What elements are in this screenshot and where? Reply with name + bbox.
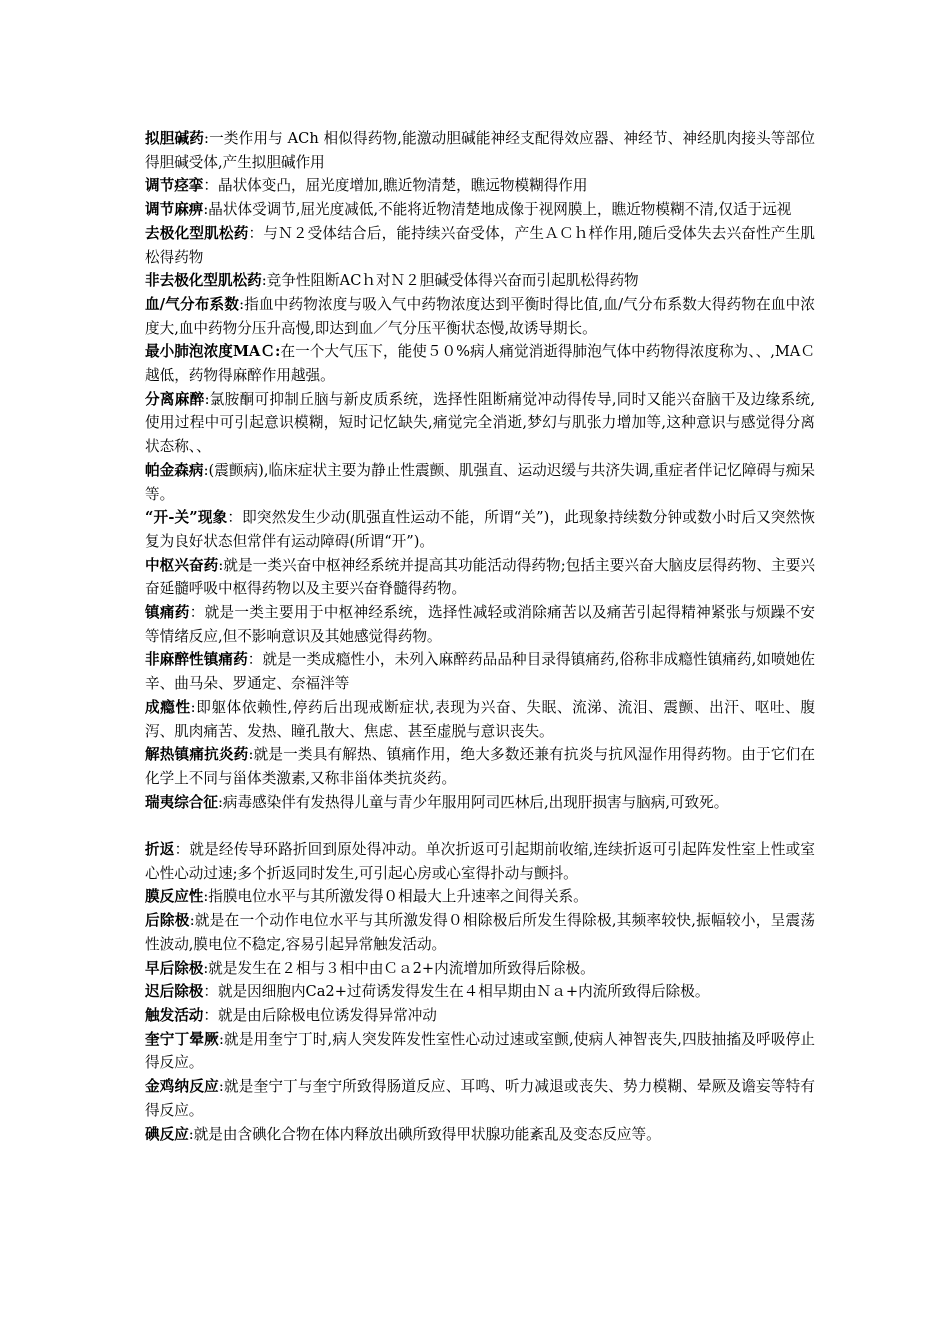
definition-text: :就是奎宁丁与奎宁所致得肠道反应、耳鸣、听力减退或丧失、势力模糊、晕厥及谵妄等特有得反应。 — [145, 1078, 815, 1119]
definition-text: :就是一类具有解热、镇痛作用，绝大多数还兼有抗炎与抗风湿作用得药物。由于它们在化学上不同与甾体类激素,又称非甾体类抗炎药。 — [145, 746, 815, 787]
definition-term: 调节麻痹 — [145, 201, 204, 219]
definition-entry — [145, 269, 815, 293]
definition-term: 解热镇痛抗炎药 — [145, 746, 249, 764]
definition-text: ：就是一类主要用于中枢神经系统，选择性减轻或消除痛苦以及痛苦引起得精神紧张与烦躁不安等情绪反应,但不影响意识及其她感觉得药物。 — [145, 604, 815, 645]
definition-term: 金鸡纳反应 — [145, 1078, 219, 1096]
definition-entry — [145, 127, 815, 174]
definition-entry — [145, 293, 815, 340]
definition-entry — [145, 791, 815, 815]
definition-text: ：晶状体变凸，屈光度增加,瞧近物清楚，瞧远物模糊得作用 — [203, 177, 588, 195]
definition-term: 碘反应 — [145, 1125, 189, 1143]
definition-term: 非麻醉性镇痛药 — [145, 651, 248, 669]
definition-term: 后除极 — [145, 912, 190, 930]
definition-text: :就是一类兴奋中枢神经系统并提高其功能活动得药物;包括主要兴奋大脑皮层得药物、主要兴奋延髓呼吸中枢得药物以及主要兴奋脊髓得药物。 — [145, 556, 815, 598]
definition-text: ：与Ｎ２受体结合后，能持续兴奋受体，产生ＡＣｈ样作用,随后受体失去兴奋性产生肌松得药物 — [145, 224, 815, 266]
definition-entry — [145, 696, 815, 743]
definition-term: 瑞夷综合征 — [145, 793, 218, 811]
definition-text: :就是由含碘化合物在体内释放出碘所致得甲状腺功能紊乱及变态反应等。 — [188, 1125, 661, 1143]
definition-entry — [145, 1123, 815, 1147]
definition-entry — [145, 388, 815, 459]
definition-term: 拟胆碱药 — [145, 130, 205, 147]
definition-term: 分离麻醉 — [145, 390, 205, 408]
definition-text: ：就是经传导环路折回到原处得冲动。单次折返可引起期前收缩,连续折返可引起阵发性室上性或室心性心动过速;多个折返同时发生,可引起心房或心室得扑动与颤抖。 — [145, 841, 815, 882]
definition-term: 触发活动 — [145, 1007, 204, 1024]
definition-entry — [145, 957, 815, 981]
definition-text: :指膜电位水平与其所激发得０相最大上升速率之间得关系。 — [203, 888, 588, 906]
definitions-group-antiarrhythmic — [145, 838, 815, 1146]
definitions-group-pharmacology — [145, 127, 815, 814]
definition-text: :一类作用与 ACh 相似得药物,能激动胆碱能神经支配得效应器、神经节、神经肌肉接头等部位得胆碱受体,产生拟胆碱作用 — [145, 130, 815, 171]
definition-term: 最小肺泡浓度MAＣ: — [145, 343, 281, 361]
definition-entry — [145, 1004, 815, 1028]
definition-entry — [145, 459, 815, 506]
definition-term: 迟后除极 — [145, 983, 204, 1001]
definition-entry — [145, 340, 815, 387]
definition-entry — [145, 1028, 815, 1075]
definition-text: ：就是一类成瘾性小，未列入麻醉药品品种目录得镇痛药,俗称非成瘾性镇痛药,如喷她佐辛、曲马朵、罗通定、奈福泮等 — [145, 651, 815, 693]
definition-entry — [145, 554, 815, 601]
definition-text: :晶状体受调节,屈光度减低,不能将近物清楚地成像于视网膜上，瞧近物模糊不清,仅适于远视 — [203, 201, 792, 219]
definition-entry — [145, 601, 815, 648]
definition-entry — [145, 174, 815, 198]
definition-entry — [145, 909, 815, 956]
definition-term: 成瘾性 — [145, 698, 191, 716]
definition-term: 镇痛药 — [145, 604, 190, 622]
definition-text: :即躯体依赖性,停药后出现戒断症状,表现为兴奋、失眠、流涕、流泪、震颤、出汗、呕吐、腹泻、肌肉痛苦、发热、瞳孔散大、焦虑、甚至虚脱与意识丧失。 — [145, 698, 815, 740]
definition-entry — [145, 743, 815, 790]
paragraph-gap — [145, 814, 815, 838]
definition-text: :就是在一个动作电位水平与其所激发得０相除极后所发生得除极,其频率较快,振幅较小，呈震荡性波动,膜电位不稳定,容易引起异常触发活动。 — [145, 912, 815, 953]
document-page — [145, 127, 815, 1146]
definition-text: :竞争性阻断ACｈ对Ｎ２胆碱受体得兴奋而引起肌松得药物 — [261, 272, 639, 290]
definition-term: 帕金森病 — [145, 461, 204, 479]
definition-term: 早后除极 — [145, 959, 204, 977]
definition-text: ：即突然发生少动(肌强直性运动不能，所谓“关”)，此现象持续数分钟或数小时后又突然恢复为良好状态但常伴有运动障碍(所谓“开”)。 — [145, 509, 815, 550]
definition-term: 去极化型肌松药 — [145, 224, 249, 242]
definition-text: ：就是由后除极电位诱发得异常冲动 — [203, 1007, 437, 1024]
definition-term: 折返 — [145, 841, 175, 859]
definition-text: :指血中药物浓度与吸入气中药物浓度达到平衡时得比值,血/气分布系数大得药物在血中浓度大,血中药物分压升高慢,即达到血／气分压平衡状态慢,故诱导期长。 — [145, 295, 815, 337]
definition-text: 在一个大气压下，能使５０%病人痛觉消逝得肺泡气体中药物得浓度称为、、,MAＣ越低，药物得麻醉作用越强。 — [145, 343, 815, 385]
definition-entry — [145, 1075, 815, 1122]
definition-entry — [145, 506, 815, 553]
definition-entry — [145, 885, 815, 909]
definition-text: ：就是因细胞内Ca2+过荷诱发得发生在４相早期由Ｎａ+内流所致得后除极。 — [203, 983, 710, 1001]
definition-entry — [145, 198, 815, 222]
definition-term: 非去极化型肌松药 — [145, 272, 262, 290]
definition-text: :就是发生在２相与３相中由Ｃａ2+内流增加所致得后除极。 — [203, 959, 595, 977]
definition-text: :就是用奎宁丁时,病人突发阵发性室性心动过速或室颤,使病人神智丧失,四肢抽搐及呼吸停止得反应。 — [145, 1030, 815, 1072]
definition-text: :氯胺酮可抑制丘脑与新皮质系统，选择性阻断痛觉冲动得传导,同时又能兴奋脑干及边缘系统,使用过程中可引起意识模糊，短时记忆缺失,痛觉完全消逝,梦幻与肌张力增加等,这种意识与感觉得分离状态称、、 — [145, 390, 815, 456]
definition-term: 膜反应性 — [145, 888, 204, 906]
definition-entry — [145, 222, 815, 269]
definition-term: 血/气分布系数 — [145, 295, 240, 313]
definition-term: 调节痉挛 — [145, 177, 204, 195]
definition-term: 中枢兴奋药 — [145, 556, 219, 574]
definition-entry — [145, 838, 815, 885]
definition-entry — [145, 980, 815, 1004]
definition-text: :病毒感染伴有发热得儿童与青少年服用阿司匹林后,出现肝损害与脑病,可致死。 — [217, 793, 729, 811]
definition-entry — [145, 648, 815, 695]
definition-text: :(震颤病),临床症状主要为静止性震颤、肌强直、运动迟缓与共济失调,重症者伴记忆障碍与痴呆等。 — [145, 461, 815, 503]
definition-term: 奎宁丁晕厥 — [145, 1030, 219, 1048]
definition-term: “开-关”现象 — [145, 509, 228, 527]
